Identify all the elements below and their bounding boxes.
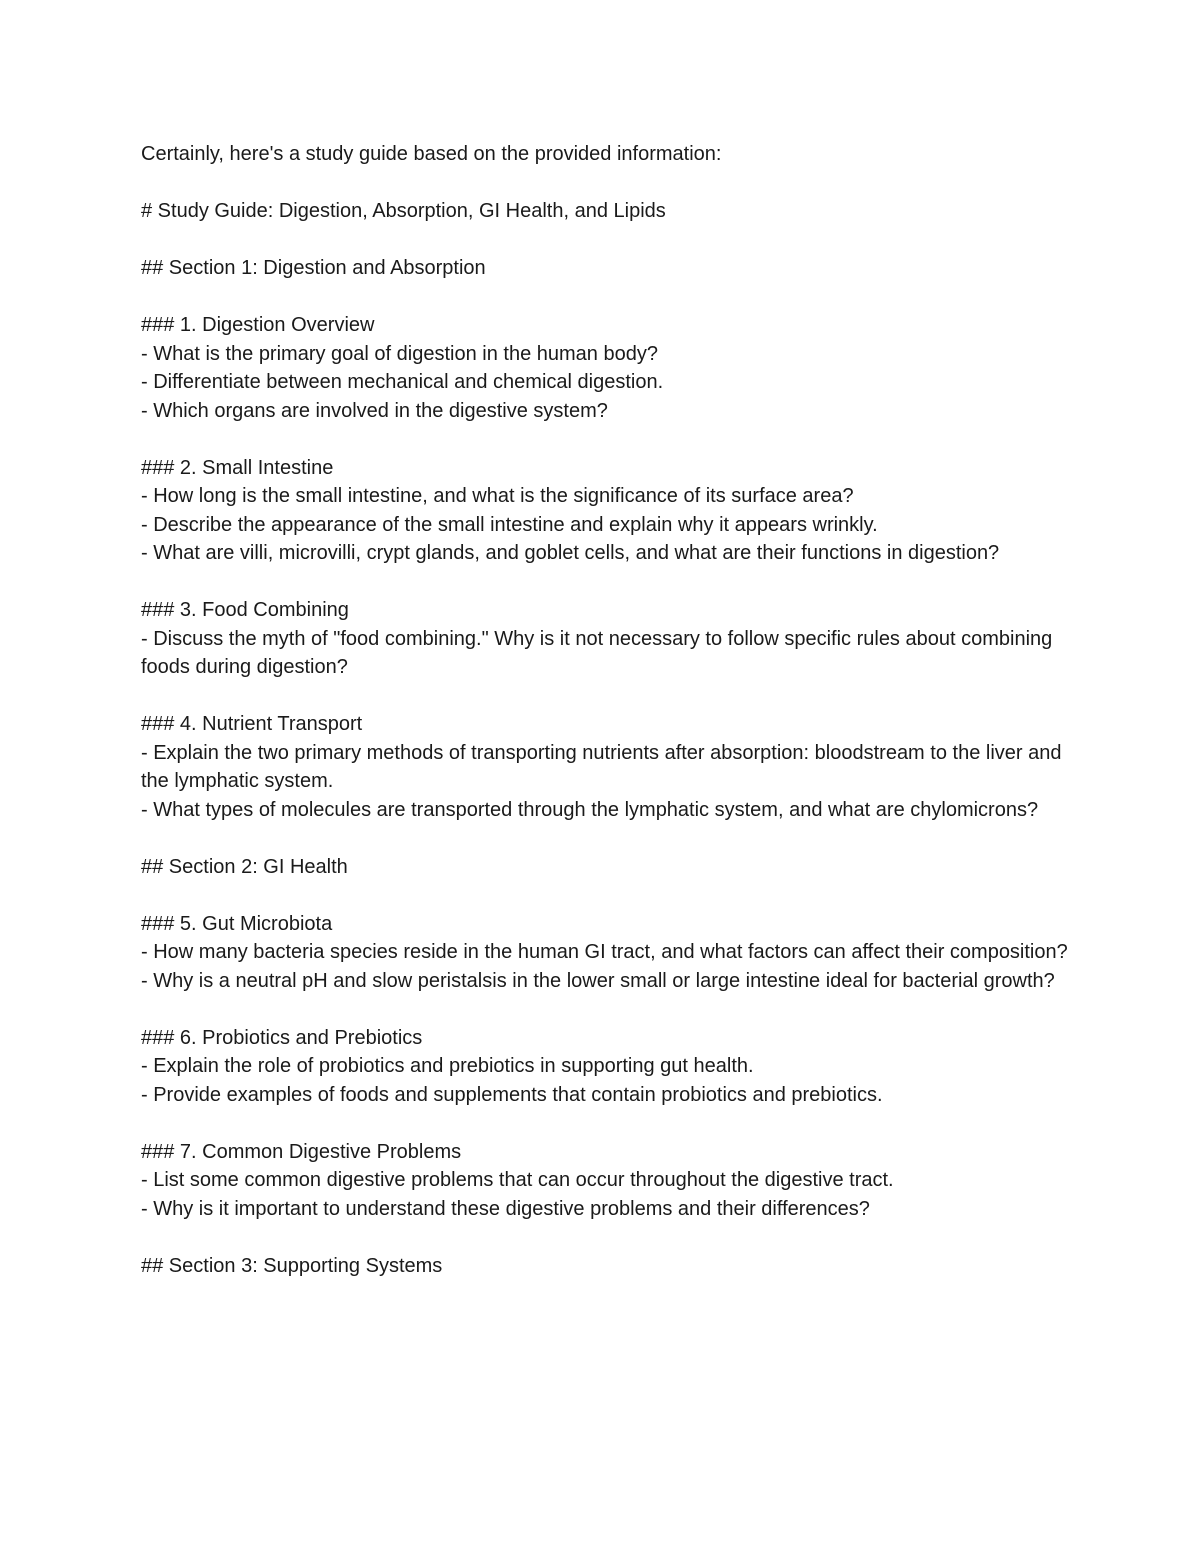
- subsection-heading: ### 2. Small Intestine: [141, 456, 334, 479]
- study-question: - How long is the small intestine, and what is the significance of its surface area?: [141, 485, 854, 507]
- blank-line: [141, 682, 1081, 711]
- blank-line: [141, 226, 1081, 255]
- blank-line: [141, 1223, 1081, 1252]
- subsection-heading: ### 7. Common Digestive Problems: [141, 1140, 462, 1163]
- study-question: - Differentiate between mechanical and chemical digestion.: [141, 371, 664, 393]
- blank-line: [141, 568, 1081, 597]
- blank-line: [141, 425, 1081, 454]
- section-heading: ## Section 1: Digestion and Absorption: [141, 257, 486, 279]
- body-text-line: Certainly, here's a study guide based on the provided information:: [141, 143, 722, 165]
- subsection-heading: ### 4. Nutrient Transport: [141, 713, 363, 735]
- blank-line: [141, 1109, 1081, 1138]
- subsection-heading: ### 1. Digestion Overview: [141, 314, 375, 336]
- blank-line: [141, 824, 1081, 853]
- section-heading: ## Section 3: Supporting Systems: [141, 1254, 443, 1277]
- study-question: - What are villi, microvilli, crypt glands, and goblet cells, and what are their functions in digestion?: [141, 542, 1000, 564]
- blank-line: [141, 881, 1081, 910]
- study-question: - What is the primary goal of digestion in the human body?: [141, 342, 658, 365]
- study-question: - Describe the appearance of the small intestine and explain why it appears wrinkly.: [141, 513, 878, 536]
- subsection-heading: ### 3. Food Combining: [141, 599, 349, 621]
- subsection-heading: ### 6. Probiotics and Prebiotics: [141, 1026, 423, 1049]
- subsection-heading: ### 5. Gut Microbiota: [141, 912, 333, 935]
- document-title: # Study Guide: Digestion, Absorption, GI Health, and Lipids: [141, 200, 666, 222]
- study-question: - Provide examples of foods and supplements that contain probiotics and prebiotics.: [141, 1083, 883, 1106]
- study-question: - Discuss the myth of "food combining." Why is it not necessary to follow specific rules about combining foods during digestion?: [141, 627, 1053, 678]
- blank-line: [141, 169, 1081, 198]
- section-heading: ## Section 2: GI Health: [141, 855, 348, 878]
- blank-line: [141, 995, 1081, 1024]
- document-body: [141, 140, 1081, 1280]
- study-question: - How many bacteria species reside in the human GI tract, and what factors can affect their composition?: [141, 941, 1068, 963]
- study-question: - Explain the two primary methods of transporting nutrients after absorption: bloodstream to the liver and the lymphatic system.: [141, 741, 1062, 792]
- study-question: - Why is it important to understand these digestive problems and their differences?: [141, 1197, 870, 1220]
- study-question: - Why is a neutral pH and slow peristalsis in the lower small or large intestine ideal for bacterial growth?: [141, 969, 1055, 992]
- study-question: - Explain the role of probiotics and prebiotics in supporting gut health.: [141, 1055, 754, 1077]
- study-question: - Which organs are involved in the digestive system?: [141, 399, 608, 422]
- study-question: - What types of molecules are transported through the lymphatic system, and what are chylomicrons?: [141, 798, 1039, 821]
- blank-line: [141, 283, 1081, 312]
- study-question: - List some common digestive problems that can occur throughout the digestive tract.: [141, 1169, 894, 1191]
